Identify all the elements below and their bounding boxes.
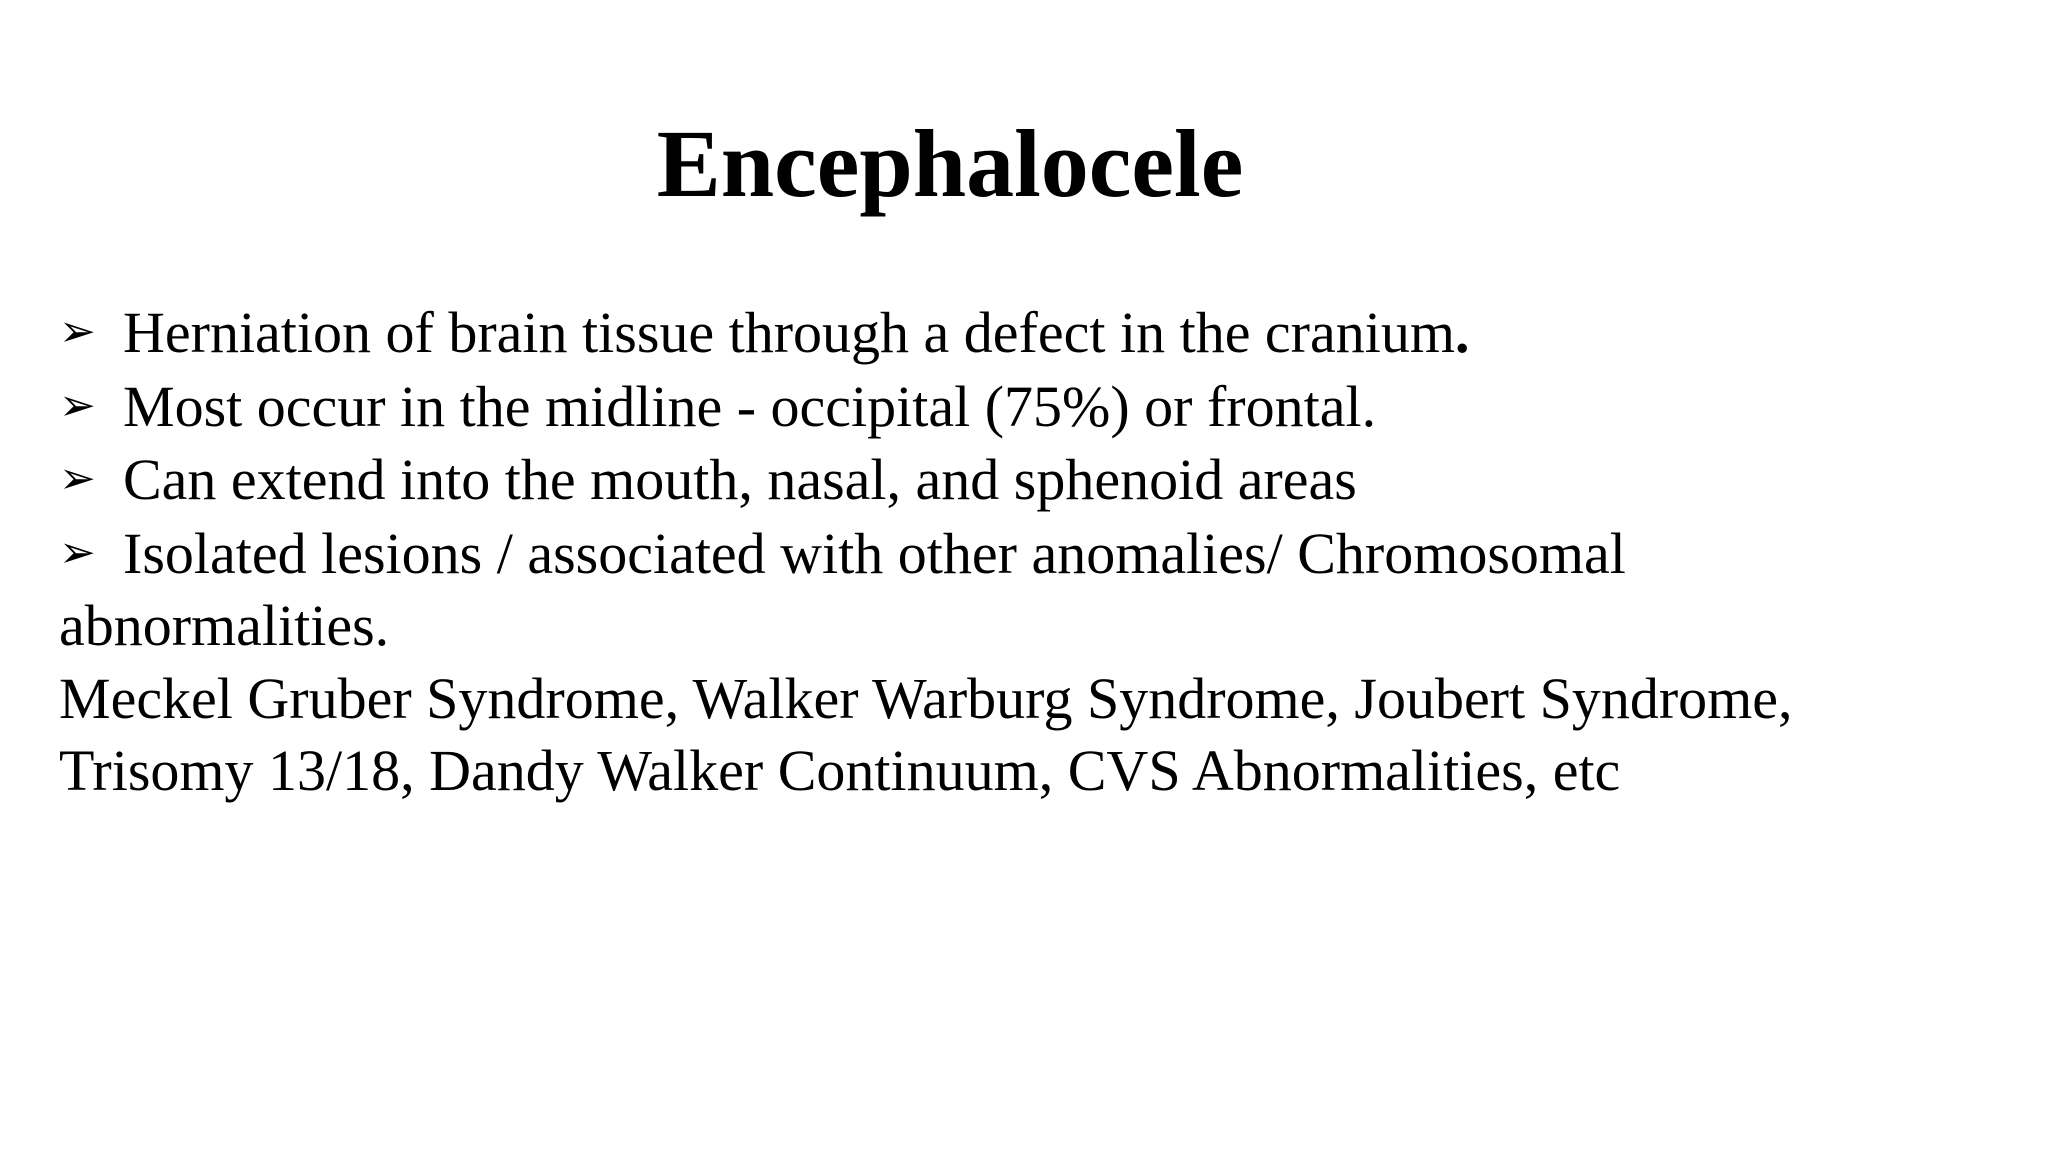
continuation-line: Meckel Gruber Syndrome, Walker Warburg Syndrome, Joubert Syndrome, bbox=[59, 665, 1793, 731]
continuation-line: Trisomy 13/18, Dandy Walker Continuum, CVS Abnormalities, etc bbox=[59, 738, 1621, 803]
bullet-text: Herniation of brain tissue through a defect in the cranium bbox=[123, 300, 1455, 365]
slide-body bbox=[59, 296, 1959, 808]
bullet-item-extend bbox=[59, 443, 1959, 517]
bullet-text: Can extend into the mouth, nasal, and sphenoid areas bbox=[123, 447, 1357, 512]
bullet-trailing: . bbox=[1454, 300, 1470, 365]
arrow-bullet-icon: ➢ bbox=[59, 379, 96, 431]
arrow-bullet-icon: ➢ bbox=[59, 526, 96, 578]
bullet-text: Most occur in the midline - occipital (75%) or frontal. bbox=[123, 373, 1377, 439]
arrow-bullet-icon: ➢ bbox=[59, 453, 96, 504]
arrow-bullet-icon: ➢ bbox=[59, 306, 96, 357]
bullet-item-herniation bbox=[59, 296, 1959, 370]
continuation-line: abnormalities. bbox=[59, 593, 390, 658]
slide-title: Encephalocele bbox=[656, 110, 1244, 217]
bullet-item-midline bbox=[59, 370, 1959, 444]
bullet-text: Isolated lesions / associated with other anomalies/ Chromosomal bbox=[123, 520, 1626, 586]
bullet-item-isolated bbox=[59, 517, 1959, 591]
